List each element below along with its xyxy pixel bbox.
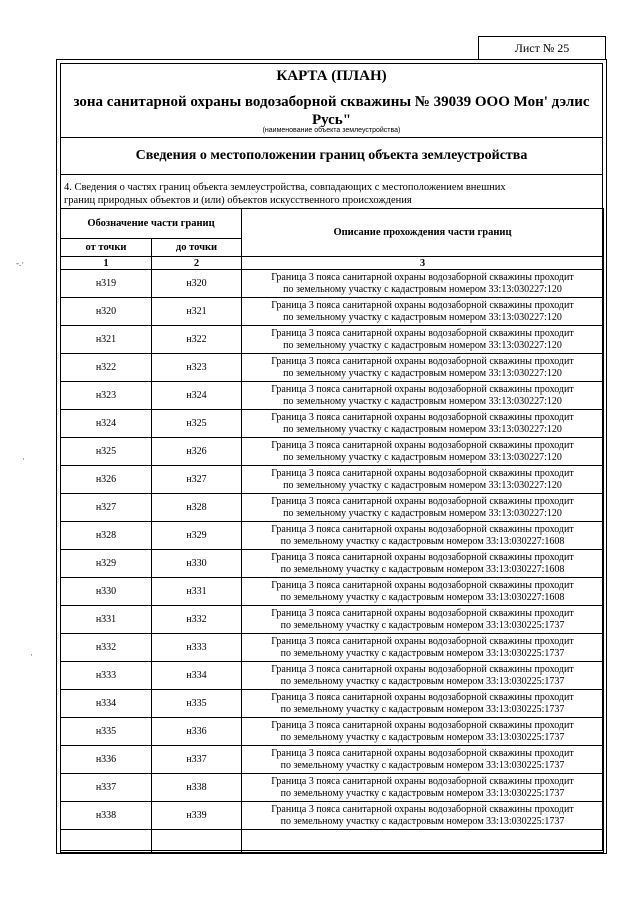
header-part-designation: Обозначение части границ <box>61 209 242 239</box>
from-point-cell: н332 <box>61 634 152 662</box>
description-cell <box>242 466 604 494</box>
subtitle-line-1: зона санитарной охраны водозаборной скважины № 39039 ООО Мон' дэлис <box>73 94 590 110</box>
description-cell <box>242 718 604 746</box>
description-line-2: по земельному участку с кадастровым номером 33:13:030227:120 <box>283 479 562 491</box>
column-number-1: 1 <box>61 257 152 270</box>
to-point-cell: н323 <box>152 354 242 382</box>
to-point-cell: н338 <box>152 774 242 802</box>
description-line-1: Граница 3 пояса санитарной охраны водозаборной скважины проходит <box>271 299 574 311</box>
description-line-1: Граница 3 пояса санитарной охраны водозаборной скважины проходит <box>271 691 574 703</box>
to-point-cell: н336 <box>152 718 242 746</box>
description-line-2: по земельному участку с кадастровым номером 33:13:030225:1737 <box>280 815 565 827</box>
from-point-cell: н324 <box>61 410 152 438</box>
empty-cell <box>242 830 604 853</box>
section-title: Сведения о местоположении границ объекта землеустройства <box>135 148 528 163</box>
to-point-cell: н339 <box>152 802 242 830</box>
from-point-cell: н328 <box>61 522 152 550</box>
table-row <box>61 550 604 578</box>
description-line-1: Граница 3 пояса санитарной охраны водозаборной скважины проходит <box>271 775 574 787</box>
description-line-2: по земельному участку с кадастровым номером 33:13:030227:1608 <box>280 535 565 547</box>
description-line-1: Граница 3 пояса санитарной охраны водозаборной скважины проходит <box>271 383 574 395</box>
object-caption: (наименование объекта землеустройства) <box>262 127 401 134</box>
description-line-2: по земельному участку с кадастровым номером 33:13:030227:120 <box>283 283 562 295</box>
from-point-cell: н326 <box>61 466 152 494</box>
table-row <box>61 746 604 774</box>
to-point-cell: н322 <box>152 326 242 354</box>
description-cell <box>242 578 604 606</box>
table-row <box>61 270 604 298</box>
from-point-cell: н337 <box>61 774 152 802</box>
table-row <box>61 494 604 522</box>
scan-mark: · <box>22 454 25 464</box>
to-point-cell: н334 <box>152 662 242 690</box>
to-point-cell: н337 <box>152 746 242 774</box>
to-point-cell: н321 <box>152 298 242 326</box>
description-line-1: Граница 3 пояса санитарной охраны водозаборной скважины проходит <box>271 579 574 591</box>
to-point-cell: н328 <box>152 494 242 522</box>
description-line-2: по земельному участку с кадастровым номером 33:13:030227:120 <box>283 451 562 463</box>
table-row <box>61 326 604 354</box>
from-point-cell: н323 <box>61 382 152 410</box>
to-point-cell: н333 <box>152 634 242 662</box>
to-point-cell: н330 <box>152 550 242 578</box>
description-line-1: Граница 3 пояса санитарной охраны водозаборной скважины проходит <box>271 551 574 563</box>
from-point-cell: н333 <box>61 662 152 690</box>
to-point-cell: н324 <box>152 382 242 410</box>
description-line-1: Граница 3 пояса санитарной охраны водозаборной скважины проходит <box>271 803 574 815</box>
to-point-cell: н327 <box>152 466 242 494</box>
scan-mark: · <box>30 650 33 660</box>
note-line-1: 4. Сведения о частях границ объекта землеустройства, совпадающих с местоположением внешних <box>64 182 506 193</box>
description-line-2: по земельному участку с кадастровым номером 33:13:030225:1737 <box>280 647 565 659</box>
description-cell <box>242 270 604 298</box>
description-line-2: по земельному участку с кадастровым номером 33:13:030227:120 <box>283 395 562 407</box>
document-subtitle <box>60 93 603 129</box>
from-point-cell: н327 <box>61 494 152 522</box>
description-line-1: Граница 3 пояса санитарной охраны водозаборной скважины проходит <box>271 663 574 675</box>
description-cell <box>242 690 604 718</box>
empty-cell <box>152 830 242 853</box>
subtitle-line-2: Русь" <box>311 112 352 128</box>
description-cell <box>242 354 604 382</box>
table-row <box>61 774 604 802</box>
from-point-cell: н322 <box>61 354 152 382</box>
description-line-1: Граница 3 пояса санитарной охраны водозаборной скважины проходит <box>271 719 574 731</box>
from-point-cell: н329 <box>61 550 152 578</box>
description-line-2: по земельному участку с кадастровым номером 33:13:030227:120 <box>283 367 562 379</box>
description-line-2: по земельному участку с кадастровым номером 33:13:030227:1608 <box>280 591 565 603</box>
boundary-table <box>60 208 604 853</box>
from-point-cell: н335 <box>61 718 152 746</box>
table-row <box>61 410 604 438</box>
sheet-number-label: Лист № 25 <box>514 41 570 55</box>
description-line-2: по земельному участку с кадастровым номером 33:13:030225:1737 <box>280 703 565 715</box>
description-cell <box>242 634 604 662</box>
table-row <box>61 662 604 690</box>
description-cell <box>242 606 604 634</box>
column-number-3: 3 <box>242 257 604 270</box>
description-line-2: по земельному участку с кадастровым номером 33:13:030227:120 <box>283 423 562 435</box>
description-cell <box>242 746 604 774</box>
to-point-cell: н320 <box>152 270 242 298</box>
empty-cell <box>61 830 152 853</box>
description-line-2: по земельному участку с кадастровым номером 33:13:030225:1737 <box>280 731 565 743</box>
description-cell <box>242 326 604 354</box>
description-line-2: по земельному участку с кадастровым номером 33:13:030227:120 <box>283 507 562 519</box>
header-description: Описание прохождения части границ <box>242 209 604 257</box>
to-point-cell: н335 <box>152 690 242 718</box>
section-note <box>64 181 599 207</box>
description-line-2: по земельному участку с кадастровым номером 33:13:030225:1737 <box>280 787 565 799</box>
table-row <box>61 634 604 662</box>
to-point-cell: н331 <box>152 578 242 606</box>
description-cell <box>242 802 604 830</box>
description-cell <box>242 522 604 550</box>
description-line-1: Граница 3 пояса санитарной охраны водозаборной скважины проходит <box>271 495 574 507</box>
sheet-number-box <box>478 36 606 60</box>
table-row <box>61 438 604 466</box>
table-row <box>61 298 604 326</box>
table-row <box>61 522 604 550</box>
description-line-2: по земельному участку с кадастровым номером 33:13:030227:120 <box>283 339 562 351</box>
description-line-2: по земельному участку с кадастровым номером 33:13:030225:1737 <box>280 759 565 771</box>
description-line-1: Граница 3 пояса санитарной охраны водозаборной скважины проходит <box>271 355 574 367</box>
to-point-cell: н329 <box>152 522 242 550</box>
description-cell <box>242 298 604 326</box>
from-point-cell: н331 <box>61 606 152 634</box>
table-row <box>61 690 604 718</box>
note-line-2: границ природных объектов и (или) объектов искусственного происхождения <box>64 195 412 206</box>
description-line-2: по земельному участку с кадастровым номером 33:13:030225:1737 <box>280 675 565 687</box>
from-point-cell: н334 <box>61 690 152 718</box>
description-cell <box>242 382 604 410</box>
table-row <box>61 382 604 410</box>
description-line-1: Граница 3 пояса санитарной охраны водозаборной скважины проходит <box>271 271 574 283</box>
to-point-cell: н325 <box>152 410 242 438</box>
column-number-2: 2 <box>152 257 242 270</box>
description-line-1: Граница 3 пояса санитарной охраны водозаборной скважины проходит <box>271 635 574 647</box>
table-row <box>61 802 604 830</box>
description-cell <box>242 410 604 438</box>
description-cell <box>242 550 604 578</box>
description-line-1: Граница 3 пояса санитарной охраны водозаборной скважины проходит <box>271 523 574 535</box>
scan-mark: -.· <box>16 258 25 268</box>
description-cell <box>242 662 604 690</box>
table-row-empty <box>61 830 604 853</box>
to-point-cell: н326 <box>152 438 242 466</box>
from-point-cell: н325 <box>61 438 152 466</box>
document-title: КАРТА (ПЛАН) <box>276 68 387 84</box>
from-point-cell: н338 <box>61 802 152 830</box>
table-row <box>61 718 604 746</box>
from-point-cell: н321 <box>61 326 152 354</box>
description-line-1: Граница 3 пояса санитарной охраны водозаборной скважины проходит <box>271 439 574 451</box>
description-cell <box>242 774 604 802</box>
to-point-cell: н332 <box>152 606 242 634</box>
divider-top <box>60 137 603 138</box>
description-cell <box>242 438 604 466</box>
header-from-point: от точки <box>61 239 152 257</box>
header-to-point: до точки <box>152 239 242 257</box>
description-line-2: по земельному участку с кадастровым номером 33:13:030225:1737 <box>280 619 565 631</box>
description-line-2: по земельному участку с кадастровым номером 33:13:030227:1608 <box>280 563 565 575</box>
description-cell <box>242 494 604 522</box>
description-line-1: Граница 3 пояса санитарной охраны водозаборной скважины проходит <box>271 747 574 759</box>
from-point-cell: н320 <box>61 298 152 326</box>
from-point-cell: н330 <box>61 578 152 606</box>
description-line-2: по земельному участку с кадастровым номером 33:13:030227:120 <box>283 311 562 323</box>
description-line-1: Граница 3 пояса санитарной охраны водозаборной скважины проходит <box>271 607 574 619</box>
table-row <box>61 354 604 382</box>
table-row <box>61 466 604 494</box>
from-point-cell: н319 <box>61 270 152 298</box>
table-row <box>61 578 604 606</box>
divider-section <box>60 174 603 175</box>
table-row <box>61 606 604 634</box>
description-line-1: Граница 3 пояса санитарной охраны водозаборной скважины проходит <box>271 411 574 423</box>
description-line-1: Граница 3 пояса санитарной охраны водозаборной скважины проходит <box>271 327 574 339</box>
from-point-cell: н336 <box>61 746 152 774</box>
description-line-1: Граница 3 пояса санитарной охраны водозаборной скважины проходит <box>271 467 574 479</box>
